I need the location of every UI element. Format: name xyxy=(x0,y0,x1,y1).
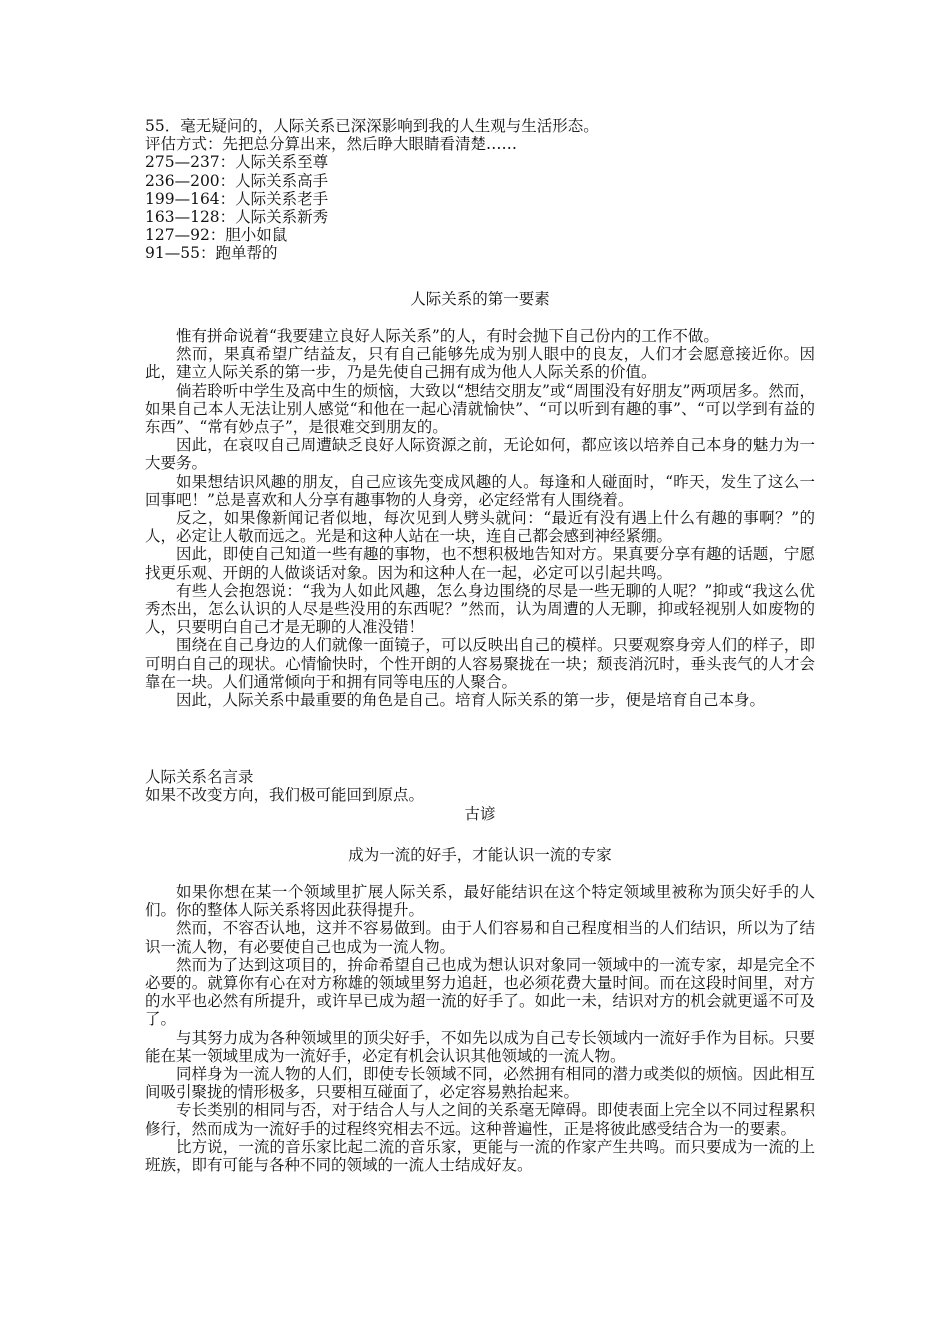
paragraph: 然而，果真希望广结益友，只有自己能够先成为别人眼中的良友，人们才会愿意接近你。因此，建立人际关系的第一步，乃是先使自己拥有成为他人人际关系的价值。 xyxy=(145,345,815,382)
score-list xyxy=(145,117,815,263)
score-range: 199—164：人际关系老手 xyxy=(145,189,329,208)
paragraph: 比方说，一流的音乐家比起二流的音乐家，更能与一流的作家产生共鸣。而只要成为一流的上班族，即有可能与各种不同的领域的一流人士结成好友。 xyxy=(145,1137,815,1175)
paragraph: 同样身为一流人物的人们，即使专长领域不同，必然拥有相同的潜力或类似的烦恼。因此相互间吸引聚拢的情形极多，只要相互碰面了，必定容易熟抬起来。 xyxy=(145,1065,815,1102)
quote-text: 如果不改变方向，我们极可能回到原点。 xyxy=(145,786,425,805)
question-55: 55．毫无疑问的，人际关系已深深影响到我的人生观与生活形态。 xyxy=(145,117,599,135)
score-range: 91—55：跑单帮的 xyxy=(145,244,278,263)
quote-source: 古谚 xyxy=(464,805,496,823)
quote-heading: 人际关系名言录 xyxy=(145,768,254,786)
paragraph: 与其努力成为各种领域里的顶尖好手，不如先以成为自己专长领域内一流好手作为目标。只要能在某一领域里成为一流好手，必定有机会认识其他领域的一流人物。 xyxy=(145,1028,815,1065)
quote-block xyxy=(145,768,815,804)
section-title: 成为一流的好手，才能认识一流的专家 xyxy=(348,846,612,864)
paragraph: 惟有拼命说着“我要建立良好人际关系”的人，有时会抛下自己份内的工作不做。 xyxy=(176,327,719,345)
paragraph: 然而，不容否认地，这并不容易做到。由于人们容易和自己程度相当的人们结识，所以为了结识一流人物，有必要使自己也成为一流人物。 xyxy=(145,919,815,956)
paragraph: 因此，在哀叹自己周遭缺乏良好人际资源之前，无论如何，都应该以培养自己本身的魅力为一大要务。 xyxy=(145,436,815,473)
paragraph: 反之，如果像新闻记者似地，每次见到人劈头就问：“最近有没有遇上什么有趣的事啊？”的人，必定让人敬而远之。光是和这种人站在一块，连自己都会感到神经紧绷。 xyxy=(145,509,815,546)
paragraph: 专长类别的相同与否，对于结合人与人之间的关系毫无障碍。即使表面上完全以不同过程累积修行，然而成为一流好手的过程终究相去不远。这种普遍性，正是将彼此感受结合为一的要素。 xyxy=(145,1101,815,1138)
score-range: 236—200：人际关系高手 xyxy=(145,171,329,190)
paragraph: 因此，即使自己知道一些有趣的事物，也不想积极地告知对方。果真要分享有趣的话题，宁愿找更乐观、开朗的人做谈话对象。因为和这种人在一起，必定可以引起共鸣。 xyxy=(145,545,815,582)
section-body xyxy=(145,327,815,709)
paragraph: 倘若聆听中学生及高中生的烦恼，大致以“想结交朋友”或“周围没有好朋友”两项居多。然而，如果自己本人无法让别人感觉“和他在一起心清就愉快”、“可以听到有趣的事”、“可以学到有益的东西”、“常有妙点子”，是很难交到朋友的。 xyxy=(145,381,815,437)
paragraph: 然而为了达到这项目的，拚命希望自己也成为想认识对象同一领域中的一流专家，却是完全不必要的。就算你有心在对方称雄的领域里努力追赶，也必须花费大量时间。而在这段时间里，对方的水平也必然有所提升，或许早已成为超一流的好手了。如此一未，结识对方的机会就更遥不可及了。 xyxy=(145,955,815,1029)
paragraph: 围绕在自己身边的人们就像一面镜子，可以反映出自己的模样。只要观察身旁人们的样子，即可明白自己的现状。心情愉快时，个性开朗的人容易聚拢在一块；颓丧消沉时，垂头丧气的人才会靠在一块。人们通常倾向于和拥有同等电压的人聚合。 xyxy=(145,636,815,691)
paragraph: 如果你想在某一个领域里扩展人际关系，最好能结识在这个特定领域里被称为顶尖好手的人们。你的整体人际关系将因此获得提升。 xyxy=(145,883,815,920)
paragraph: 如果想结识风趣的朋友，自己应该先变成风趣的人。每逢和人碰面时，“昨天，发生了这么一回事吧！”总是喜欢和人分享有趣事物的人身旁，必定经常有人围绕着。 xyxy=(145,472,815,509)
score-range: 127—92：胆小如鼠 xyxy=(145,226,288,245)
evaluation-method: 评估方式：先把总分算出来，然后睁大眼睛看清楚…… xyxy=(145,135,518,154)
paragraph: 因此，人际关系中最重要的角色是自己。培育人际关系的第一步，便是培育自己本身。 xyxy=(176,691,766,710)
score-range: 275—237：人际关系至尊 xyxy=(145,153,329,172)
section-body xyxy=(145,883,815,1174)
section-title: 人际关系的第一要素 xyxy=(410,290,550,308)
paragraph: 有些人会抱怨说：“我为人如此风趣，怎么身边围绕的尽是一些无聊的人呢？”抑或“我这么优秀杰出，怎么认识的人尽是些没用的东西呢？”然而，认为周遭的人无聊，抑或轻视别人如废物的人，只要明白自己才是无聊的人准没错！ xyxy=(145,581,815,637)
score-range: 163—128：人际关系新秀 xyxy=(145,208,329,227)
